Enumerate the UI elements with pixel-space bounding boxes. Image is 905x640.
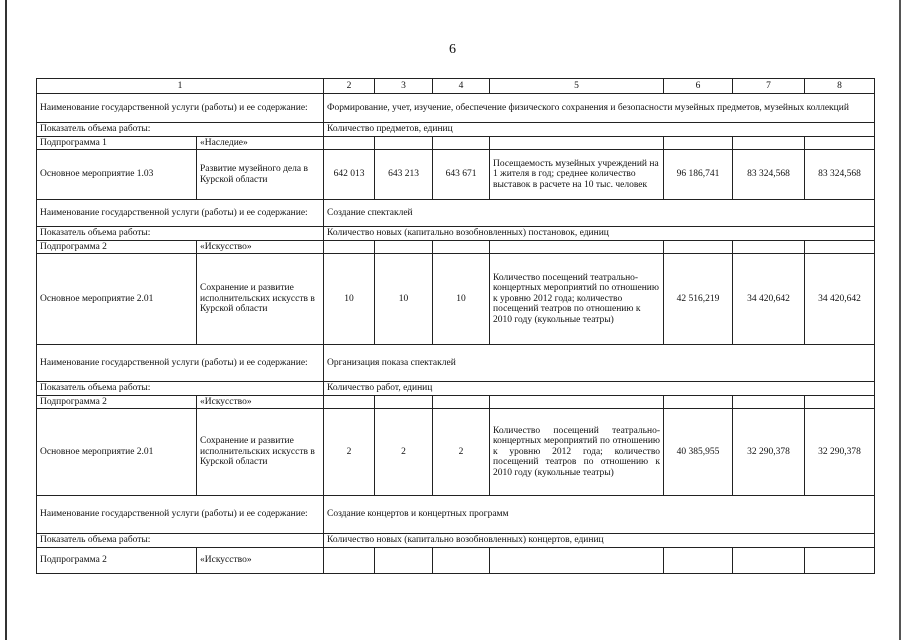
header-col-8: 8 bbox=[805, 79, 875, 94]
subprogram-label: Подпрограмма 2 bbox=[37, 240, 197, 254]
header-col-7: 7 bbox=[733, 79, 805, 94]
service-row bbox=[37, 345, 875, 382]
subprogram-name: «Наследие» bbox=[197, 136, 324, 150]
indicator-value: Количество новых (капитально возобновленных) постановок, единиц bbox=[324, 227, 875, 241]
value-col-6: 40 385,955 bbox=[664, 409, 733, 496]
value-col-2: 642 013 bbox=[324, 150, 375, 200]
subprogram-name: «Искусство» bbox=[197, 547, 324, 573]
header-row bbox=[37, 79, 875, 94]
indicator-row bbox=[37, 382, 875, 396]
indicator-value: Количество работ, единиц bbox=[324, 382, 875, 396]
indicator-value: Количество новых (капитально возобновленных) концертов, единиц bbox=[324, 534, 875, 548]
program-table bbox=[36, 78, 875, 574]
header-col-6: 6 bbox=[664, 79, 733, 94]
event-label: Основное мероприятие 2.01 bbox=[37, 254, 197, 345]
value-col-8: 83 324,568 bbox=[805, 150, 875, 200]
indicator-value: Количество предметов, единиц bbox=[324, 123, 875, 137]
event-indicator: Количество посещений театрально-концертных мероприятий по отношению к уровню 2012 года; количество посещений театров по отношению к 2010 году (кукольные театры) bbox=[490, 254, 664, 345]
service-value: Создание спектаклей bbox=[324, 200, 875, 227]
service-row bbox=[37, 200, 875, 227]
indicator-label: Показатель объема работы: bbox=[37, 382, 324, 396]
value-col-2: 2 bbox=[324, 409, 375, 496]
value-col-3: 10 bbox=[375, 254, 433, 345]
service-row bbox=[37, 496, 875, 534]
event-name: Сохранение и развитие исполнительских искусств в Курской области bbox=[197, 409, 324, 496]
service-value: Создание концертов и концертных программ bbox=[324, 496, 875, 534]
value-col-6: 96 186,741 bbox=[664, 150, 733, 200]
event-label: Основное мероприятие 1.03 bbox=[37, 150, 197, 200]
subprogram-name: «Искусство» bbox=[197, 240, 324, 254]
indicator-label: Показатель объема работы: bbox=[37, 123, 324, 137]
header-col-5: 5 bbox=[490, 79, 664, 94]
value-col-7: 34 420,642 bbox=[733, 254, 805, 345]
event-row bbox=[37, 409, 875, 496]
header-col-2: 2 bbox=[324, 79, 375, 94]
subprogram-label: Подпрограмма 2 bbox=[37, 395, 197, 409]
subprogram-label: Подпрограмма 2 bbox=[37, 547, 197, 573]
value-col-3: 643 213 bbox=[375, 150, 433, 200]
event-indicator: Количество посещений театрально-концертных мероприятий по отношению к уровню 2012 года; количество посещений театров по отношению к 2010 году (кукольные театры) bbox=[490, 409, 664, 496]
header-col-4: 4 bbox=[433, 79, 490, 94]
value-col-4: 2 bbox=[433, 409, 490, 496]
scan-edge-left bbox=[5, 0, 7, 640]
event-name: Сохранение и развитие исполнительских искусств в Курской области bbox=[197, 254, 324, 345]
value-col-8: 32 290,378 bbox=[805, 409, 875, 496]
event-indicator: Посещаемость музейных учреждений на 1 жителя в год; среднее количество выставок в расчете на 10 тыс. человек bbox=[490, 150, 664, 200]
event-name: Развитие музейного дела в Курской области bbox=[197, 150, 324, 200]
value-col-2: 10 bbox=[324, 254, 375, 345]
indicator-row bbox=[37, 534, 875, 548]
event-row bbox=[37, 254, 875, 345]
service-row bbox=[37, 94, 875, 123]
subprogram-row bbox=[37, 547, 875, 573]
service-label: Наименование государственной услуги (работы) и ее содержание: bbox=[37, 496, 324, 534]
subprogram-row bbox=[37, 136, 875, 150]
scan-edge-right bbox=[899, 0, 901, 640]
header-col-1: 1 bbox=[37, 79, 324, 94]
event-label: Основное мероприятие 2.01 bbox=[37, 409, 197, 496]
header-col-3: 3 bbox=[375, 79, 433, 94]
value-col-8: 34 420,642 bbox=[805, 254, 875, 345]
service-label: Наименование государственной услуги (работы) и ее содержание: bbox=[37, 200, 324, 227]
service-value: Организация показа спектаклей bbox=[324, 345, 875, 382]
service-label: Наименование государственной услуги (работы) и ее содержание: bbox=[37, 345, 324, 382]
indicator-row bbox=[37, 227, 875, 241]
value-col-7: 83 324,568 bbox=[733, 150, 805, 200]
value-col-4: 643 671 bbox=[433, 150, 490, 200]
page-number: 6 bbox=[449, 42, 456, 57]
subprogram-label: Подпрограмма 1 bbox=[37, 136, 197, 150]
value-col-4: 10 bbox=[433, 254, 490, 345]
value-col-3: 2 bbox=[375, 409, 433, 496]
event-row bbox=[37, 150, 875, 200]
service-label: Наименование государственной услуги (работы) и ее содержание: bbox=[37, 94, 324, 123]
indicator-label: Показатель объема работы: bbox=[37, 227, 324, 241]
subprogram-row bbox=[37, 240, 875, 254]
subprogram-name: «Искусство» bbox=[197, 395, 324, 409]
subprogram-row bbox=[37, 395, 875, 409]
value-col-6: 42 516,219 bbox=[664, 254, 733, 345]
indicator-row bbox=[37, 123, 875, 137]
indicator-label: Показатель объема работы: bbox=[37, 534, 324, 548]
value-col-7: 32 290,378 bbox=[733, 409, 805, 496]
service-value: Формирование, учет, изучение, обеспечение физического сохранения и безопасности музейных предметов, музейных коллекций bbox=[324, 94, 875, 123]
